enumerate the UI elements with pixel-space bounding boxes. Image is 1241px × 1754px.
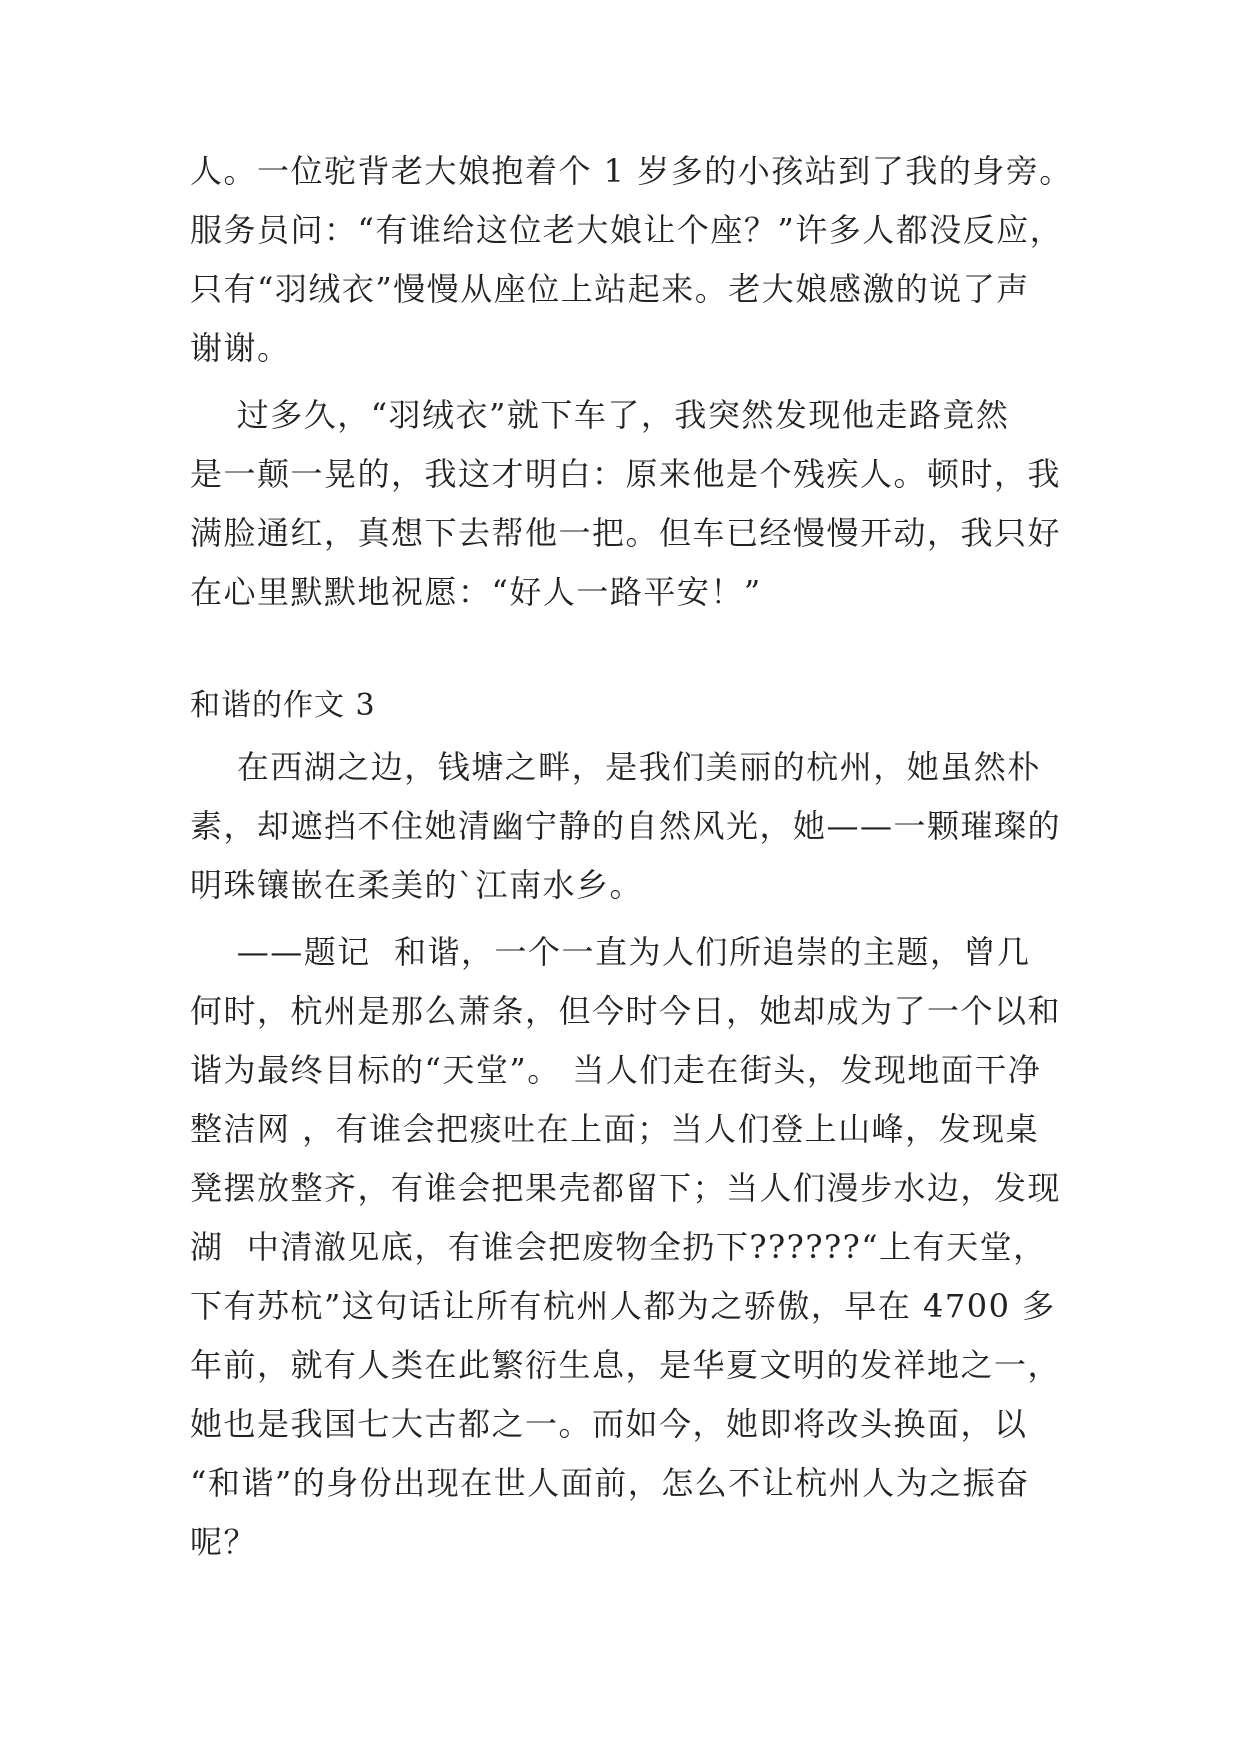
text-line: 凳摆放整齐，有谁会把果壳都留下；当人们漫步水边，发现	[190, 1169, 1062, 1207]
section-heading: 和谐的作文 3	[190, 688, 376, 723]
text-line: 素，却遮挡不住她清幽宁静的自然风光，她——一颗璀璨的	[190, 807, 1062, 845]
text-line: 她也是我国七大古都之一。而如今，她即将改头换面，以	[190, 1405, 1028, 1443]
text-line: 呢？	[190, 1523, 258, 1561]
text-line: 整洁网 ，有谁会把痰吐在上面；当人们登上山峰，发现桌	[190, 1110, 1040, 1148]
text-line: 谐为最终目标的“天堂”。 当人们走在街头，发现地面干净	[190, 1051, 1042, 1089]
text-line: 是一颠一晃的，我这才明白：原来他是个残疾人。顿时，我	[190, 455, 1062, 493]
text-line: 在西湖之边，钱塘之畔，是我们美丽的杭州，她虽然朴	[190, 748, 1041, 786]
text-line: 何时，杭州是那么萧条，但今时今日，她却成为了一个以和	[190, 992, 1062, 1030]
text-line: “和谐”的身份出现在世人面前，怎么不让杭州人为之振奋	[190, 1464, 1030, 1502]
text-line: 谢谢。	[190, 329, 291, 367]
text-line: 湖 中清澈见底，有谁会把废物全扔下??????“上有天堂，	[190, 1228, 1047, 1266]
text-line: 明珠镶嵌在柔美的`江南水乡。	[190, 866, 644, 904]
text-line: 下有苏杭”这句话让所有杭州人都为之骄傲，早在 4700 多	[190, 1287, 1056, 1325]
text-line: 过多久，“羽绒衣”就下车了，我突然发现他走路竟然	[190, 396, 1010, 434]
text-line: ——题记 和谐，一个一直为人们所追崇的主题，曾几	[190, 933, 1031, 971]
text-line: 年前，就有人类在此繁衍生息，是华夏文明的发祥地之一，	[190, 1346, 1062, 1384]
text-line: 满脸通红，真想下去帮他一把。但车已经慢慢开动，我只好	[190, 514, 1062, 552]
text-line: 人。一位驼背老大娘抱着个 1 岁多的小孩站到了我的身旁。	[190, 152, 1073, 190]
text-line: 在心里默默地祝愿：“好人一路平安！”	[190, 573, 762, 611]
text-line: 只有“羽绒衣”慢慢从座位上站起来。老大娘感激的说了声	[190, 270, 1030, 308]
text-line: 服务员问：“有谁给这位老大娘让个座？”许多人都没反应，	[190, 211, 1064, 249]
